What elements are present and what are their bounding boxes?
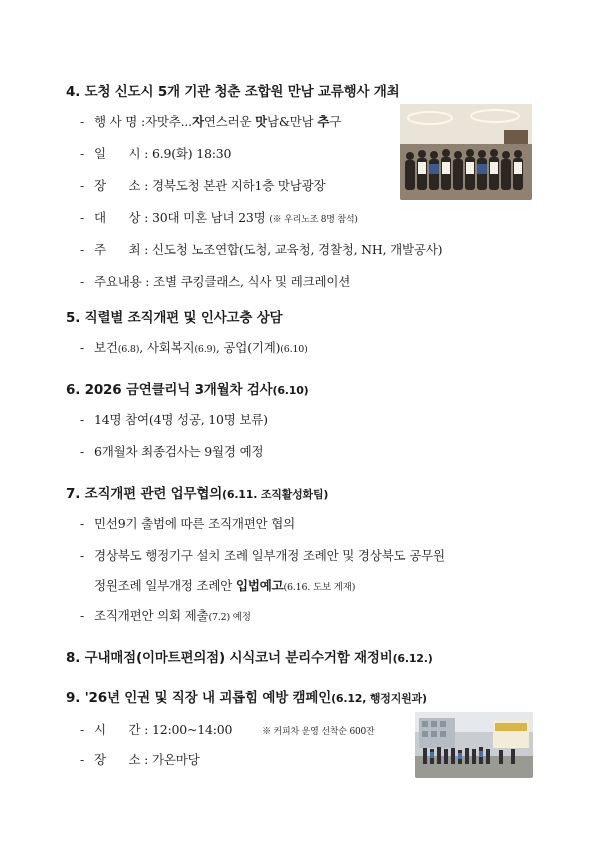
section-9-item-1: - 시 간 : 12:00~14:00 ※ 커피차 운영 선착순 600잔 [80,722,375,737]
section-4-item-6: - 주요내용 : 조별 쿠킹클래스, 식사 및 레크레이션 [80,274,351,289]
section-5-title: 5. 직렬별 조직개편 및 인사고충 상담 [66,310,283,326]
section-7-item-2-cont: 정원조례 일부개정 조례안 입법예고(6.16. 도보 게재) [94,578,356,593]
section-7-item-3: - 조직개편안 의회 제출(7.2) 예정 [80,608,251,623]
section-4-note: (※ 우리노조 8명 참석) [269,215,358,225]
section-6-item-2: - 6개월차 최종검사는 9월경 예정 [80,444,264,459]
section-8-title: 8. 구내매점(이마트편의점) 시식코너 분리수거함 재정비(6.12.) [66,650,433,666]
section-4-item-5: - 주 최 : 신도청 노조연합(도청, 교육청, 경찰청, NH, 개발공사) [80,242,443,257]
section-9-item-2: - 장 소 : 가온마당 [80,752,200,767]
campaign-photo [415,712,533,778]
section-6-item-1: - 14명 참여(4명 성공, 10명 보류) [80,412,268,427]
section-4-item-1: - 행 사 명 :자맛추...자연스러운 맛남&만남 추구 [80,114,342,129]
section-9-note: ※ 커피차 운영 선착순 600잔 [262,727,375,737]
section-4-item-2: - 일 시 : 6.9(화) 18:30 [80,146,232,161]
section-4-title: 4. 도청 신도시 5개 기관 청춘 조합원 만남 교류행사 개최 [66,84,400,100]
section-7-item-2: - 경상북도 행정기구 설치 조례 일부개정 조례안 및 경상북도 공무원 [80,548,445,563]
event-group-photo [400,104,532,200]
section-4-item-4: - 대 상 : 30대 미혼 남녀 23명 (※ 우리노조 8명 참석) [80,210,358,225]
section-7-title: 7. 조직개편 관련 업무협의(6.11. 조직활성화팀) [66,486,329,502]
section-6-title: 6. 2026 금연클리닉 3개월차 검사(6.10) [66,382,309,398]
section-5-item-1: - 보건(6.8), 사회복지(6.9), 공업(기계)(6.10) [80,340,308,355]
section-7-item-1: - 민선9기 출범에 따른 조직개편안 협의 [80,516,295,531]
item-label: 행 사 명 [94,114,138,129]
section-4-item-3: - 장 소 : 경북도청 본관 지하1층 맛남광장 [80,178,326,193]
section-9-title: 9. '26년 인권 및 직장 내 괴롭힘 예방 캠페인(6.12, 행정지원과) [66,690,427,706]
